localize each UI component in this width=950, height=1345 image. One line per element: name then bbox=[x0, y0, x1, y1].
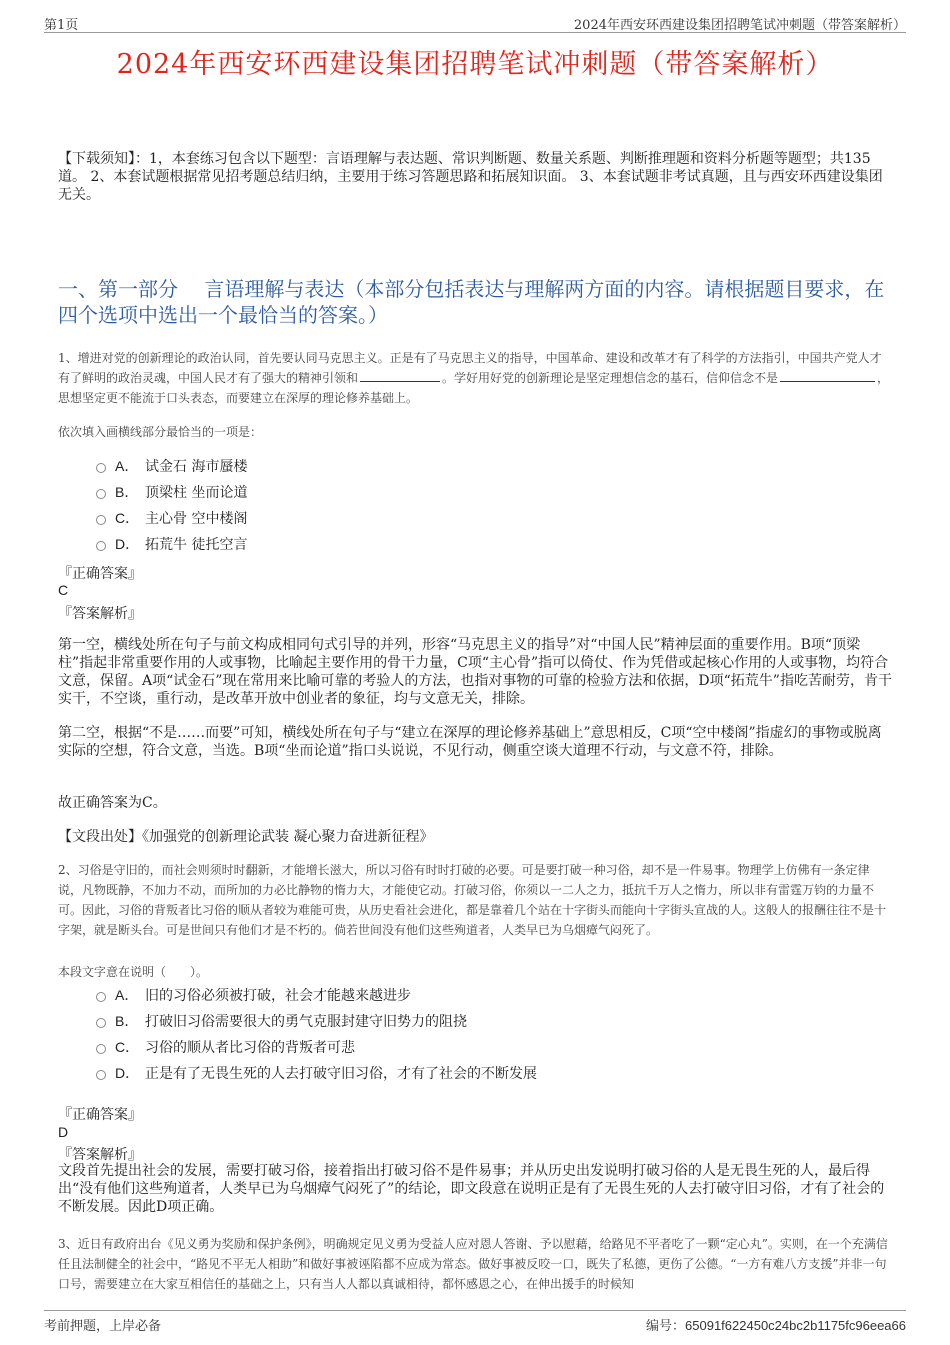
question-1-prompt: 依次填入画横线部分最恰当的一项是： bbox=[58, 425, 263, 439]
page-footer bbox=[44, 1310, 906, 1333]
option-a[interactable]: A． 旧的习俗必须被打破，社会才能越来越进步 bbox=[96, 982, 537, 1008]
header-doc-title: 2024年西安环西建设集团招聘笔试冲刺题（带答案解析） bbox=[573, 18, 906, 33]
question-1-options bbox=[96, 453, 247, 557]
radio-icon[interactable] bbox=[96, 1018, 106, 1028]
radio-icon[interactable] bbox=[96, 541, 106, 551]
answer-label: 『正确答案』 bbox=[58, 1107, 142, 1123]
radio-icon[interactable] bbox=[96, 463, 106, 473]
radio-icon[interactable] bbox=[96, 1070, 106, 1080]
analysis-paragraph-2: 第二空，根据“不是……而要”可知，横线处所在句子与“建立在深厚的理论修养基础上”意思相反，C项“空中楼阁”指虚幻的事物或脱离实际的空想，符合文意，当选。B项“坐而论道”指口头说说，不见行动，侧重空谈大道理不行动，与文意不符，排除。 bbox=[58, 725, 882, 759]
radio-icon[interactable] bbox=[96, 515, 106, 525]
source-citation: 【文段出处】《加强党的创新理论武装 凝心聚力奋进新征程》 bbox=[58, 829, 434, 845]
option-d[interactable]: D． 拓荒牛 徒托空言 bbox=[96, 531, 247, 557]
option-b[interactable]: B． 顶梁柱 坐而论道 bbox=[96, 479, 247, 505]
option-c[interactable]: C． 习俗的顺从者比习俗的背叛者可悲 bbox=[96, 1034, 537, 1060]
analysis-label: 『答案解析』 bbox=[58, 1147, 142, 1163]
question-2-options bbox=[96, 982, 537, 1086]
correct-answer: D bbox=[58, 1124, 69, 1140]
option-b[interactable]: B． 打破旧习俗需要很大的勇气克服封建守旧势力的阻挠 bbox=[96, 1008, 537, 1034]
page-header bbox=[44, 12, 906, 33]
radio-icon[interactable] bbox=[96, 1044, 106, 1054]
document-title: 2024年西安环西建设集团招聘笔试冲刺题（带答案解析） bbox=[116, 49, 834, 80]
option-c[interactable]: C． 主心骨 空中楼阁 bbox=[96, 505, 247, 531]
document-code: 编号：65091f622450c24bc2b1175fc96eea66 bbox=[646, 1318, 906, 1334]
footer-slogan: 考前押题，上岸必备 bbox=[44, 1319, 162, 1334]
analysis-label: 『答案解析』 bbox=[58, 606, 142, 622]
correct-answer: C bbox=[58, 582, 69, 598]
question-2-prompt: 本段文字意在说明（ ）。 bbox=[58, 965, 209, 979]
question-3-text: 3、近日有政府出台《见义勇为奖励和保护条例》，明确规定见义勇为受益人应对恩人答谢、予以慰藉，给路见不平者吃了一颗“定心丸”。实则，在一个充满信任且法制健全的社会中，“路见不平无人相助”和做好事被诬陷都不应成为常态。做好事被反咬一口，既失了私德，更伤了公德。“一方有难八方支援”并非一句口号，需要建立在大家互相信任的基础之上，只有当人人都以真诚相待，都怀感恩之心，在伸出援手的时候知 bbox=[58, 1237, 888, 1291]
page-number: 第1页 bbox=[44, 18, 79, 33]
fill-blank bbox=[780, 369, 875, 382]
download-notice: 【下载须知】：1，本套练习包含以下题型：言语理解与表达题、常识判断题、数量关系题、判断推理题和资料分析题等题型；共135道。 2、本套试题根据常见招考题总结归纳，主要用于练习答题思路和拓展知识面。 3、本套试题非考试真题，且与西安环西建设集团无关。 bbox=[58, 151, 883, 203]
answer-label: 『正确答案』 bbox=[58, 566, 142, 582]
fill-blank bbox=[360, 369, 440, 382]
radio-icon[interactable] bbox=[96, 992, 106, 1002]
analysis-paragraph-1: 第一空，横线处所在句子与前文构成相同句式引导的并列，形容“马克思主义的指导”对“中国人民”精神层面的重要作用。B项“顶梁柱”指起非常重要作用的人或事物，比喻起主要作用的骨干力量，C项“主心骨”指可以倚仗、作为凭借或起核心作用的人或事物，均符合文意，保留。A项“试金石”现在常用来比喻可靠的考验人的方法，也指对事物的可靠的检验方法和依据，D项“拓荒牛”指吃苦耐劳，肯干实干，不空谈，重行动，是改革开放中创业者的象征，均与文意无关，排除。 bbox=[58, 637, 892, 707]
section-title: 一、第一部分 言语理解与表达（本部分包括表达与理解两方面的内容。请根据题目要求，在四个选项中选出一个最恰当的答案。） bbox=[58, 277, 885, 327]
option-a[interactable]: A． 试金石 海市蜃楼 bbox=[96, 453, 247, 479]
analysis-paragraph: 文段首先提出社会的发展，需要打破习俗，接着指出打破习俗不是件易事；并从历史出发说明打破习俗的人是无畏生死的人，最后得出“没有他们这些殉道者，人类早已为乌烟瘴气闷死了”的结论，即文段意在说明正是有了无畏生死的人去打破守旧习俗，才有了社会的不断发展。因此D项正确。 bbox=[58, 1163, 885, 1215]
question-1-text: 1、增进对党的创新理论的政治认同，首先要认同马克思主义。正是有了马克思主义的指导，中国革命、建设和改革才有了科学的方法指引，中国共产党人才有了鲜明的政治灵魂，中国人民才有了强大的精神引领和 。学好用好党的创新理论是坚定理想信念的基石，信仰信念不是 ，思想坚定更不能流于口头表态，而要建立在深厚的理论修养基础上。 bbox=[58, 351, 890, 405]
conclusion: 故正确答案为C。 bbox=[58, 795, 167, 811]
radio-icon[interactable] bbox=[96, 489, 106, 499]
question-2-text: 2、习俗是守旧的，而社会则须时时翻新，才能增长滋大，所以习俗有时时打破的必要。可是要打破一种习俗，却不是一件易事。物理学上仿佛有一条定律说，凡物既静，不加力不动，而所加的力必比静物的惰力大，才能使它动。打破习俗，你须以一二人之力，抵抗千万人之惰力，所以非有雷霆万钧的力量不可。因此，习俗的背叛者比习俗的顺从者较为难能可贵，从历史看社会进化，都是靠着几个站在十字街头而能向十字街头宣战的人。这般人的报酬往往不是十字架，就是断头台。可是世间只有他们才是不朽的。倘若世间没有他们这些殉道者，人类早已为乌烟瘴气闷死了。 bbox=[58, 863, 887, 937]
option-d[interactable]: D． 正是有了无畏生死的人去打破守旧习俗，才有了社会的不断发展 bbox=[96, 1060, 537, 1086]
